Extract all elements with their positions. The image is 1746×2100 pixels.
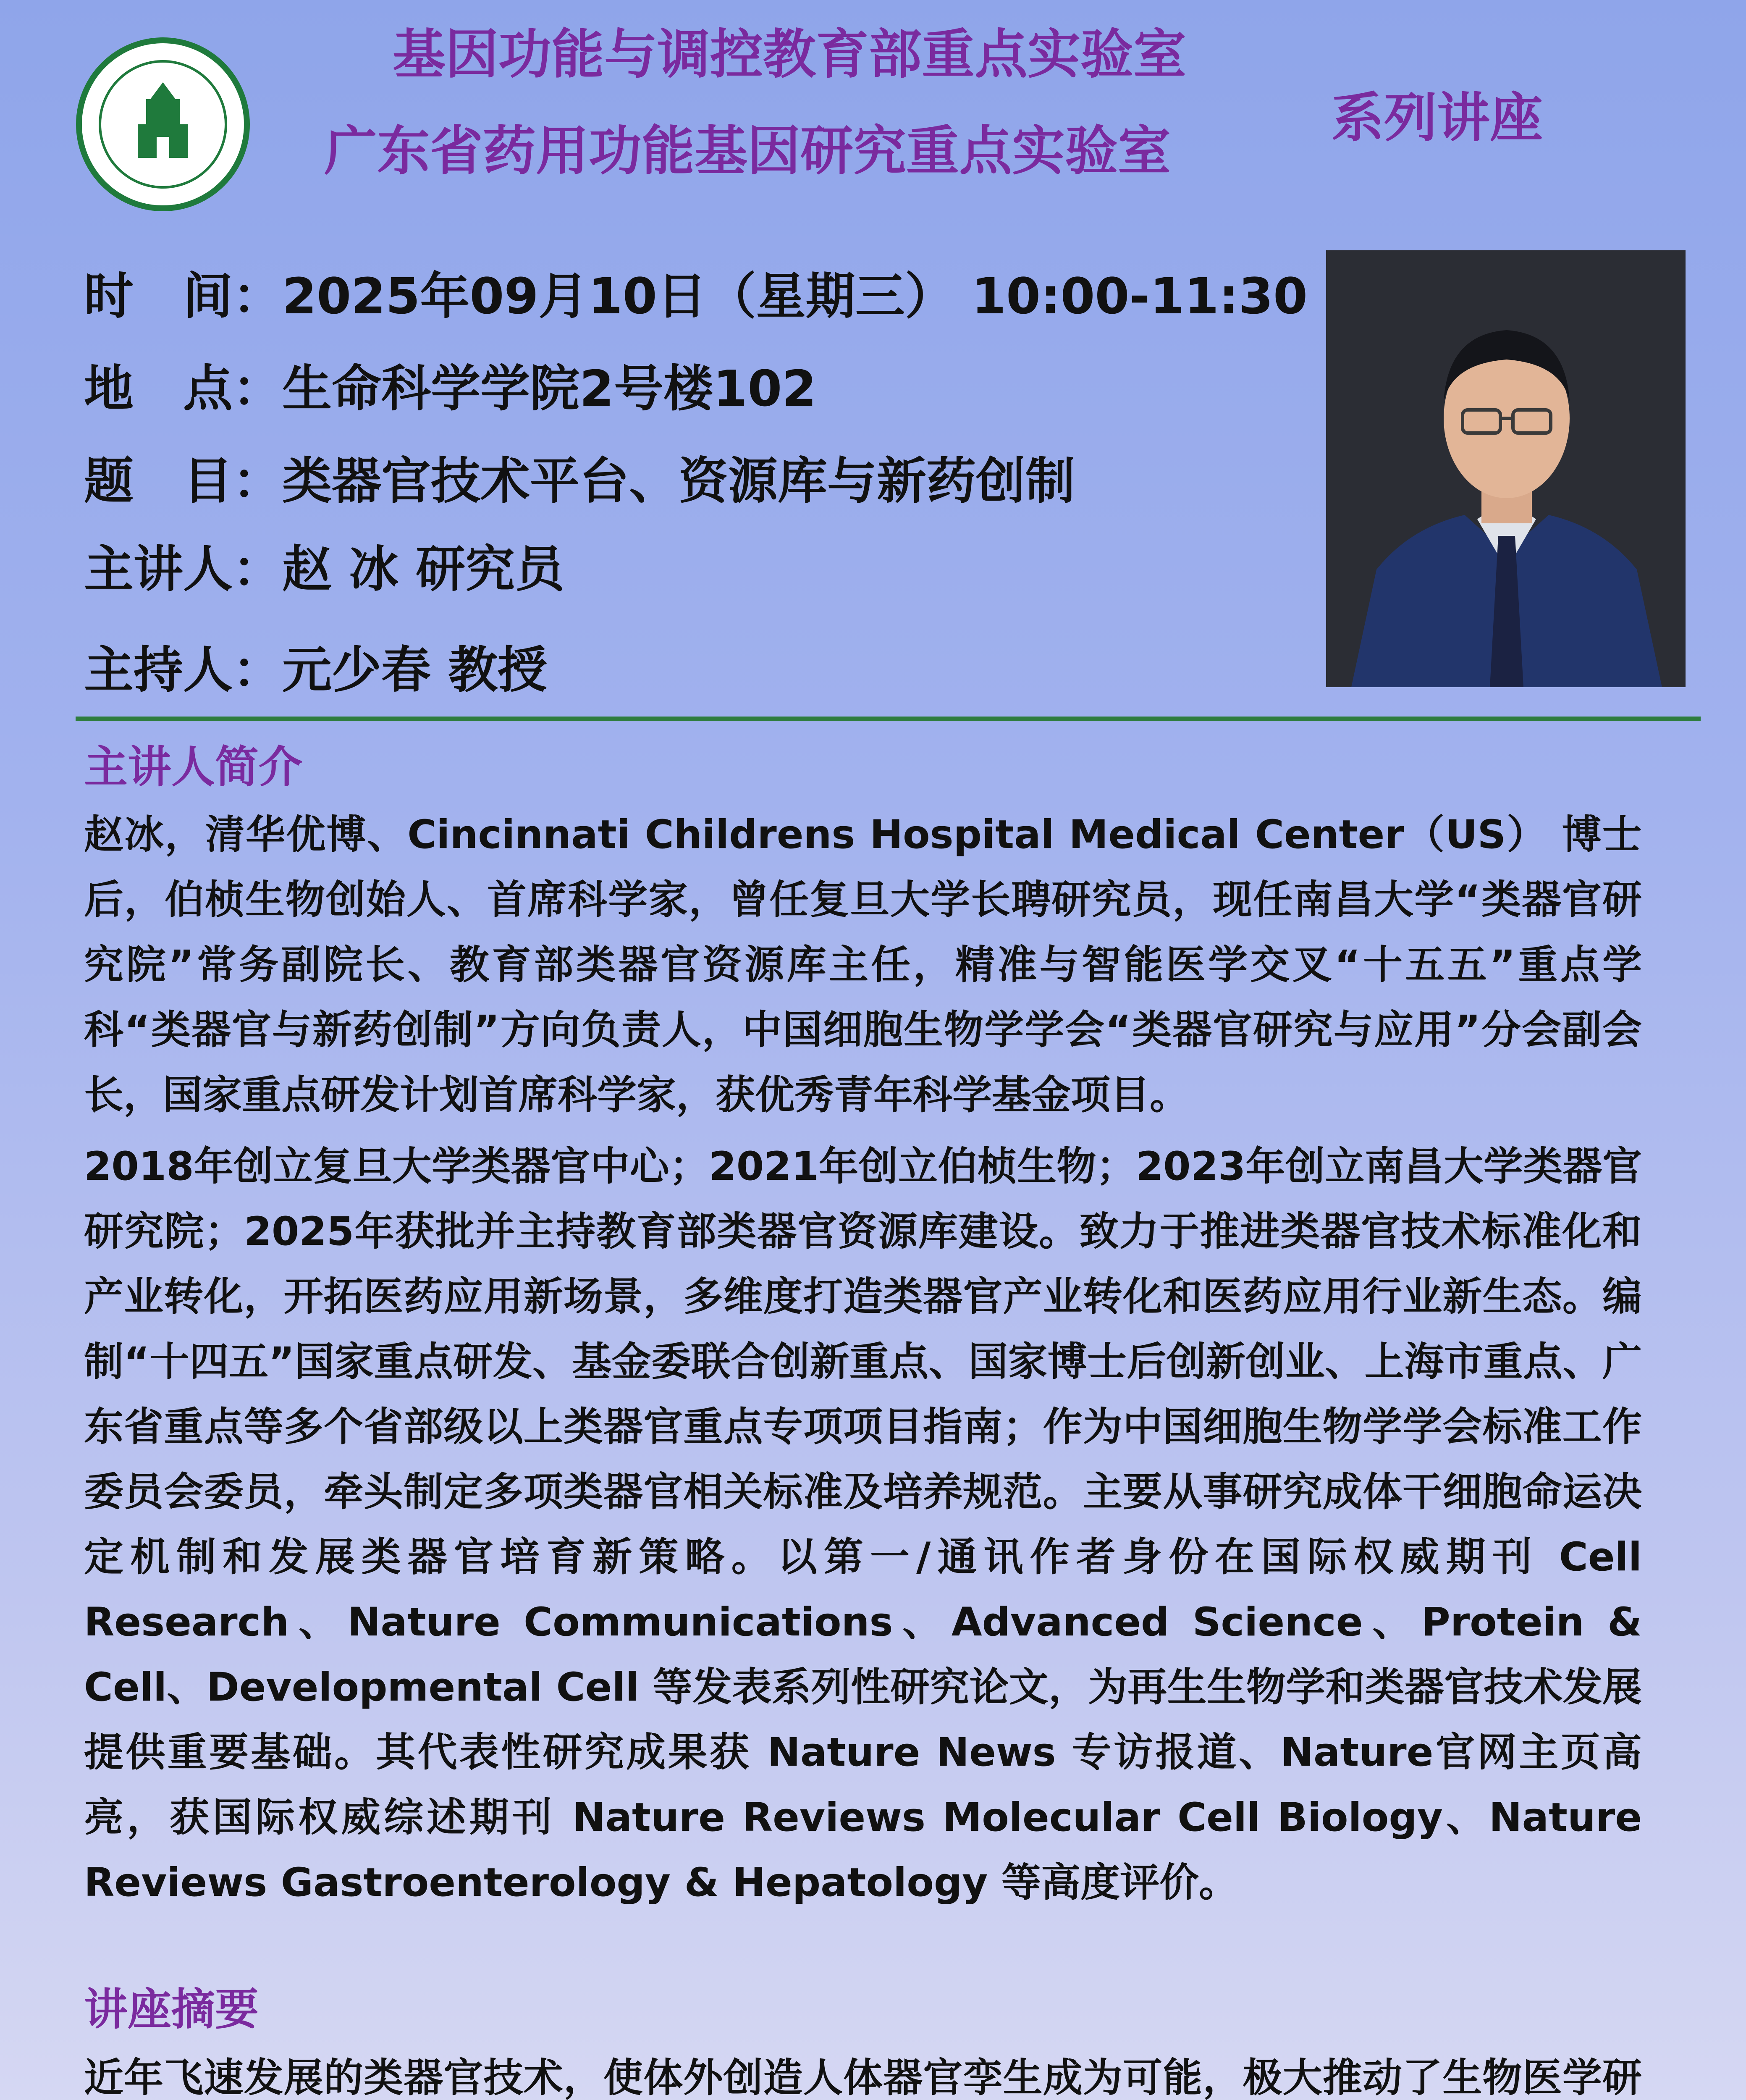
divider	[76, 717, 1701, 721]
place-value: 生命科学学院2号楼102	[282, 360, 817, 417]
topic-label: 题 目：	[84, 452, 283, 510]
topic-value: 类器官技术平台、资源库与新药创制	[282, 452, 1075, 510]
lab-name-2: 广东省药用功能基因研究重点实验室	[324, 120, 1171, 182]
speaker-photo	[1326, 250, 1686, 687]
place-label: 地 点：	[84, 360, 283, 417]
abstract-title: 讲座摘要	[84, 1984, 259, 2035]
topic-row	[84, 441, 1075, 512]
speaker-value: 赵 冰 研究员	[282, 540, 565, 598]
series-label: 系列讲座	[1331, 87, 1543, 149]
abstract-paragraph: 近年飞速发展的类器官技术，使体外创造人体器官孪生成为可能，极大推动了生物医学研	[84, 2055, 1642, 2100]
bio-title: 主讲人简介	[84, 741, 303, 793]
bio-paragraph-2: 2018年创立复旦大学类器官中心；2021年创立伯桢生物；2023年创立南昌大学类器官研究院；2025年获批并主持教育部类器官资源库建设。致力于推进类器官技术标准化和产业转化，开拓医药应用新场景，多维度打造类器官产业转化和医药应用行业新生态。编制“十四五”国家重点研发、基金委联合创新重点、国家博士后创新创业、上海市重点、广东省重点等多个省部级以上类器官重点专项项目指南；作为中国细胞生物学学会标准工作委员会委员，牵头制定多项类器官相关标准及培养规范。主要从事研究成体干细胞命运决定机制和发展类器官培育新策略。以第一/通讯作者身份在国际权威期刊 Cell Research、Nature Communications、Advanced Science、Protein & Cell、Developmental Cell 等发表系列性研究论文，为再生生物学和类器官技术发展提供重要基础。其代表性研究成果获 Nature News 专访报道、Nature官网主页高亮，获国际权威综述期刊 Nature Reviews Molecular Cell Biology、Nature Reviews Gastroenterology & Hepatology 等高度评价。	[84, 1144, 1642, 1906]
host-value: 元少春 教授	[282, 641, 548, 699]
time-row	[84, 256, 1308, 328]
bio-paragraph-1: 赵冰，清华优博、Cincinnati Childrens Hospital Medical Center（US） 博士后，伯桢生物创始人、首席科学家，曾任复旦大学长聘研究员，现任南昌大学“类器官研究院”常务副院长、教育部类器官资源库主任，精准与智能医学交叉“十五五”重点学科“类器官与新药创制”方向负责人，中国细胞生物学学会“类器官研究与应用”分会副会长，国家重点研发计划首席科学家，获优秀青年科学基金项目。	[84, 812, 1642, 1118]
speaker-row	[84, 529, 564, 601]
host-row	[84, 630, 547, 701]
host-label: 主持人：	[84, 641, 283, 699]
lab-name-1: 基因功能与调控教育部重点实验室	[393, 24, 1186, 85]
place-row	[84, 349, 816, 420]
speaker-label: 主讲人：	[84, 540, 283, 598]
time-label: 时 间：	[84, 267, 283, 325]
time-value: 2025年09月10日（星期三） 10:00-11:30	[282, 267, 1308, 325]
